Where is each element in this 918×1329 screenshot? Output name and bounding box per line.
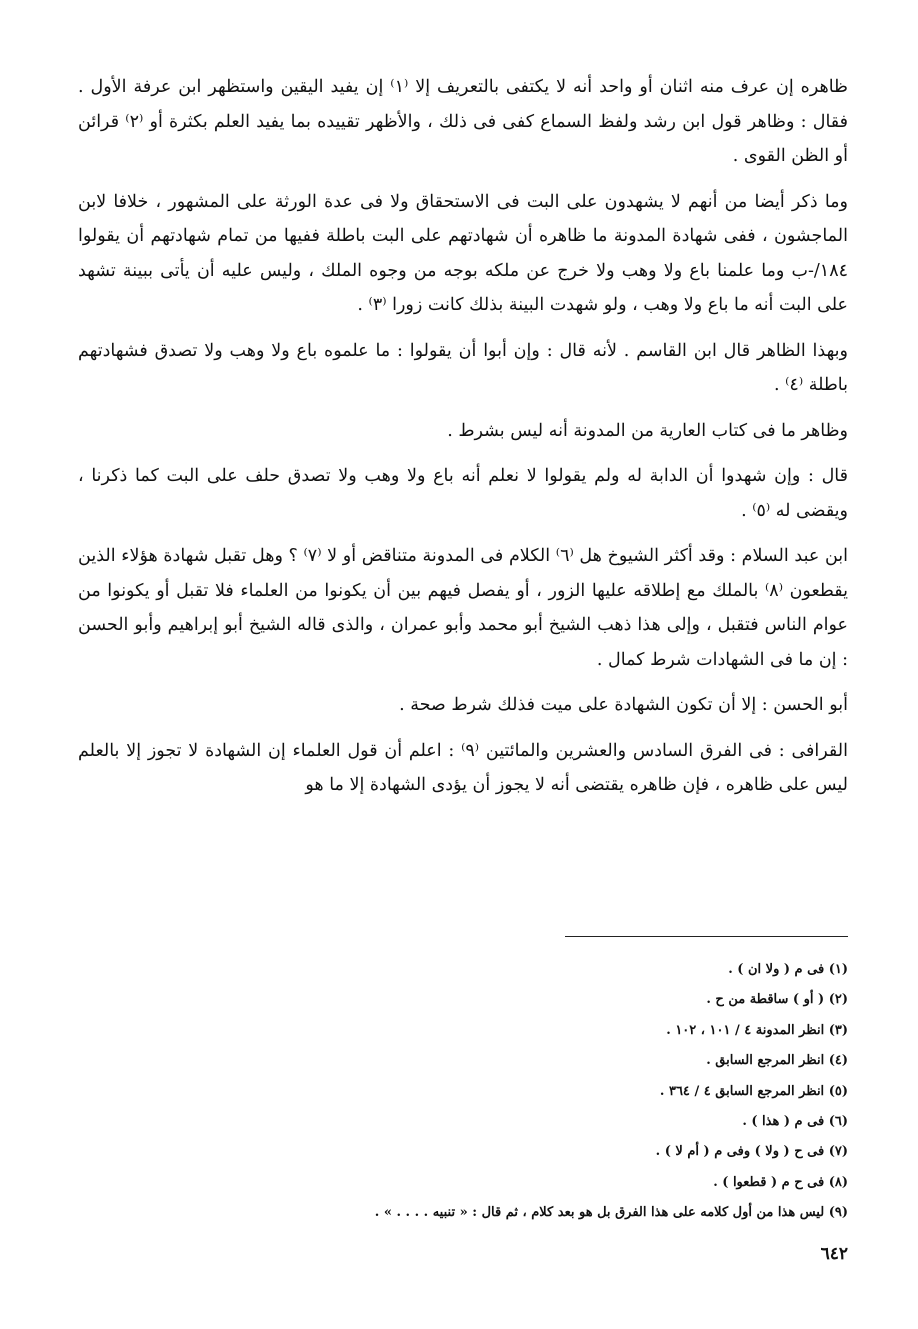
footnote-item: (٢) ( أو ) ساقطة من ح . xyxy=(706,992,848,1008)
paragraph: ظاهره إن عرف منه اثنان أو واحد أنه لا يكتفى بالتعريف إلا ⁽١⁾ إن يفيد اليقين واستظهر ابن عرفة الأول . فقال : وظاهر قول ابن رشد ولفظ السماع كفى فى ذلك ، والأظهر تقييده بما يفيد العلم بكثرة أو ⁽٢⁾ قرائن أو الظن القوى . xyxy=(78,77,848,166)
paragraph: وما ذكر أيضا من أنهم لا يشهدون على البت فى الاستحقاق ولا فى عدة الورثة على المشهور ، خلافا لابن الماجشون ، ففى شهادة المدونة ما ظاهره أن شهادتهم على البت باطلة ففيها من تمام شهادتهم أن يقولوا ١٨٤/-ب وما علمنا باع ولا وهب ولا خرج عن ملكه بوجه من وجوه الملك ، وليس عليه أن يأتى ببينة تشهد على البت أنه ما باع ولا وهب ، ولو شهدت البينة بذلك كانت زورا ⁽٣⁾ . xyxy=(78,191,848,315)
paragraph: القرافى : فى الفرق السادس والعشرين والمائتين ⁽٩⁾ : اعلم أن قول العلماء إن الشهادة لا تجوز إلا بالعلم ليس على ظاهره ، فإن ظاهره يقتضى أنه لا يجوز أن يؤدى الشهادة إلا ما هو xyxy=(78,740,848,795)
footnote-item: (٩) ليس هذا من أول كلامه على هذا الفرق بل هو بعد كلام ، ثم قال : « تنبيه . . . . » . xyxy=(374,1205,848,1221)
footnote-divider xyxy=(565,936,848,937)
paragraph: وبهذا الظاهر قال ابن القاسم . لأنه قال : وإن أبوا أن يقولوا : ما علموه باع ولا وهب ولا تصدق فشهادتهم باطلة ⁽٤⁾ . xyxy=(78,340,848,395)
footnotes xyxy=(78,955,848,1229)
footnote-item: (٤) انظر المرجع السابق . xyxy=(706,1053,848,1069)
footnote-item: (٥) انظر المرجع السابق ٤ / ٣٦٤ . xyxy=(659,1083,848,1099)
footnote-item: (٧) فى ح ( ولا ) وفى م ( أم لا ) . xyxy=(655,1144,848,1160)
paragraph: وظاهر ما فى كتاب العارية من المدونة أنه ليس بشرط . xyxy=(447,420,848,441)
paragraph: أبو الحسن : إلا أن تكون الشهادة على ميت فذلك شرط صحة . xyxy=(399,695,848,715)
footnote-item: (٦) فى م ( هذا ) . xyxy=(742,1114,848,1130)
paragraph: ابن عبد السلام : وقد أكثر الشيوخ هل ⁽٦⁾ الكلام فى المدونة متناقض أو لا ⁽٧⁾ ؟ وهل تقبل شهادة هؤلاء الذين يقطعون ⁽٨⁾ بالملك مع إطلاقه عليها الزور ، أو يفصل فيهم بين أن يكونوا من العلماء فلا تقبل أو يكونوا من عوام الناس فتقبل ، وإلى هذا ذهب الشيخ أبو محمد وأبو عمران ، والذى قاله الشيخ أبو إبراهيم وأبو الحسن : إن ما فى الشهادات شرط كمال . xyxy=(78,546,848,670)
footnote-item: (٣) انظر المدونة ٤ / ١٠١ ، ١٠٢ . xyxy=(666,1022,848,1038)
main-text xyxy=(78,70,848,814)
paragraph: قال : وإن شهدوا أن الدابة له ولم يقولوا لا نعلم أنه باع ولا وهب ولا تصدق حلف على البت كما ذكرنا ، ويقضى له ⁽٥⁾ . xyxy=(78,466,848,521)
page-number: ٦٤٢ xyxy=(820,1244,848,1264)
footnote-item: (١) فى م ( ولا ان ) . xyxy=(728,962,848,977)
footnote-item: (٨) فى ح م ( قطعوا ) . xyxy=(713,1174,848,1190)
